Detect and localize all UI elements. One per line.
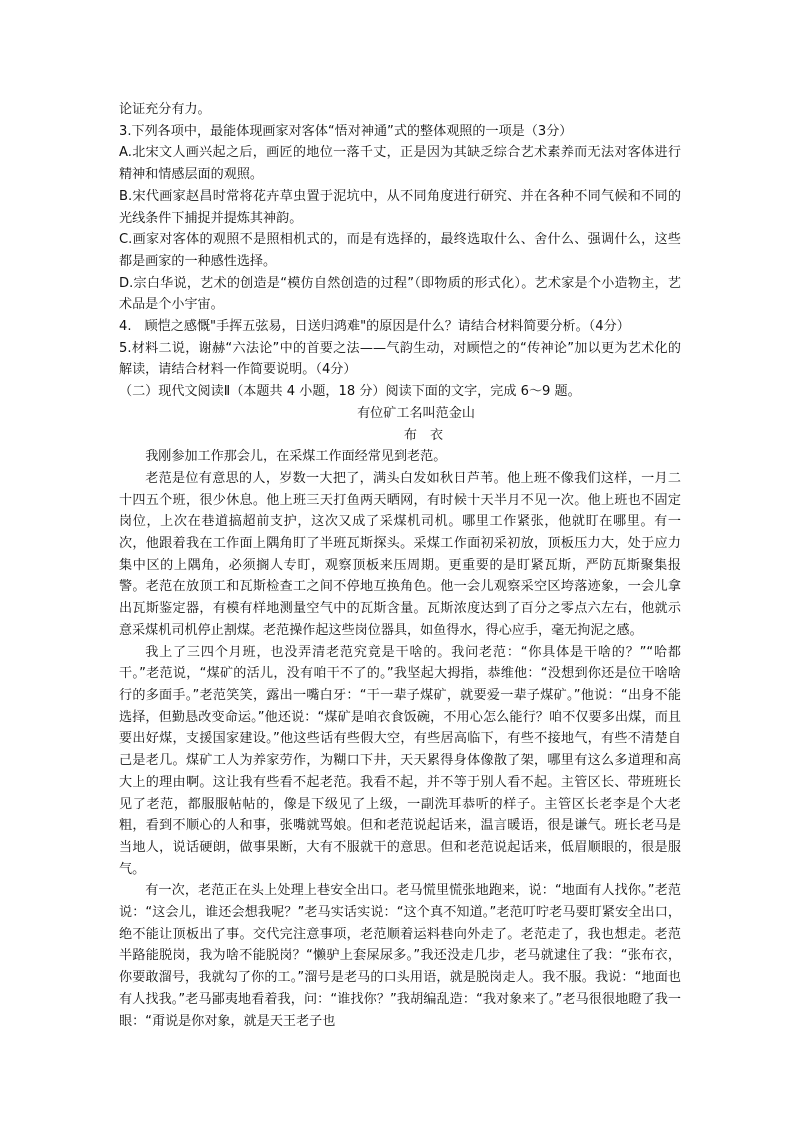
option-b: B.宋代画家赵昌时常将花卉草虫置于泥坑中，从不同角度进行研究、并在各种不同气候和不同的光线条件下捕捉并提炼其神韵。 (119, 188, 681, 226)
paragraph: 老范是位有意思的人，岁数一大把了，满头白发如秋日芦苇。他上班不像我们这样，一月二十四五个班，很少休息。他上班三天打鱼两天晒网，有时候十天半月不见一次。他上班也不固定岗位，上次在巷道搞超前支护，这次又成了采煤机司机。哪里工作紧张，他就盯在哪里。有一次，他跟着我在工作面上隅角盯了半班瓦斯探头。采煤工作面初采初放，顶板压力大，处于应力集中区的上隅角，必须搁人专盯，观察顶板来压周期。更重要的是盯紧瓦斯，严防瓦斯聚集报警。老范在放顶工和瓦斯检查工之间不停地互换角色。他一会儿观察采空区垮落迹象，一会儿拿出瓦斯鉴定器，有模有样地测量空气中的瓦斯含量。瓦斯浓度达到了百分之零点六左右，他就示意采煤机司机停止割煤。老范操作起这些岗位器具，如鱼得水，得心应手，毫无拘泥之感。 (119, 470, 681, 638)
option-d: D.宗白华说，艺术的创造是“模仿自然创造的过程”（即物质的形式化）。艺术家是个小造物主，艺术品是个小宇宙。 (119, 275, 681, 313)
document-body (119, 99, 681, 1032)
question-3: 3.下列各项中，最能体现画家对客体“悟对神通”式的整体观照的一项是（3分） (119, 123, 573, 139)
paragraph: 我上了三四个月班，也没弄清老范究竟是干啥的。我问老范：“你具体是干啥的？”“哈都干。”老范说，“煤矿的活儿，没有咱干不了的。”我坚起大拇指，恭维他：“没想到你还是位干啥啥行的多面手。”老范笑笑，露出一嘴白牙：“干一辈子煤矿，就要爱一辈子煤矿。”他说：“出身不能选择，但勤恳改变命运。”他还说：“煤矿是咱衣食饭碗，不用心怎么能行？咱不仅要多出煤，而且要出好煤，支援国家建设。”他这些话有些假大空，有些居高临下，有些不接地气，有些不清楚自己是老几。煤矿工人为养家劳作，为糊口下井，天天累得身体像散了架，哪里有这么多道理和高大上的理由啊。这让我有些看不起老范。我看不起，并不等于别人看不起。主管区长、带班班长见了老范，都服服帖帖的，像是下级见了上级，一副洗耳恭听的样子。主管区长老李是个大老粗，看到不顺心的人和事，张嘴就骂娘。但和老范说起话来，温言暖语，很是谦气。班长老马是当地人，说话硬朗，做事果断，大有不服就干的意思。但和老范说起话来，低眉顺眼的，很是服气。 (119, 644, 681, 877)
article-author: 布 衣 (403, 427, 444, 443)
section-heading: （二）现代文阅读Ⅱ（本题共 4 小题，18 分）阅读下面的文字，完成 6～9 题。 (119, 384, 581, 400)
question-4: 4. 顾恺之感慨"手挥五弦易，日送归鸿难"的原因是什么？请结合材料简要分析。（4分） (119, 319, 630, 335)
text-line: 论证充分有力。 (119, 102, 211, 117)
question-5: 5.材料二说，谢赫“六法论”中的首要之法——气韵生动，对顾恺之的“传神论”加以更为艺术化的解读，请结合材料一作简要说明。（4分） (119, 340, 681, 378)
option-a: A.北宋文人画兴起之后，画匠的地位一落千丈，正是因为其缺乏综合艺术素养而无法对客体进行精神和情感层面的观照。 (119, 145, 681, 183)
article-title: 有位矿工名叫范金山 (357, 405, 475, 421)
paragraph: 有一次，老范正在头上处理上巷安全出口。老马慌里慌张地跑来，说：“地面有人找你。”老范说：“这会儿，谁还会想我呢？”老马实话实说：“这个真不知道。”老范叮咛老马要盯紧安全出口，绝不能让顶板出了事。交代完注意事项，老范顺着运料巷向外走了。老范走了，我也想走。老范半路能脱岗，我为啥不能脱岗？“懒驴上套屎尿多。”我还没走几步，老马就逮住了我：“张布衣，你要敢溜号，我就勾了你的工。”溜号是老马的口头用语，就是脱岗走人。我不服。我说：“地面也有人找我。”老马鄙夷地看着我，问：“谁找你？”我胡编乱造：“我对象来了。”老马很很地瞪了我一眼：“甭说是你对象，就是天王老子也 (119, 883, 681, 1029)
option-c: C.画家对客体的观照不是照相机式的，而是有选择的，最终选取什么、舍什么、强调什么，这些都是画家的一种感性选择。 (119, 232, 681, 269)
paragraph: 我刚参加工作那会儿，在采煤工作面经常见到老范。 (145, 449, 447, 465)
